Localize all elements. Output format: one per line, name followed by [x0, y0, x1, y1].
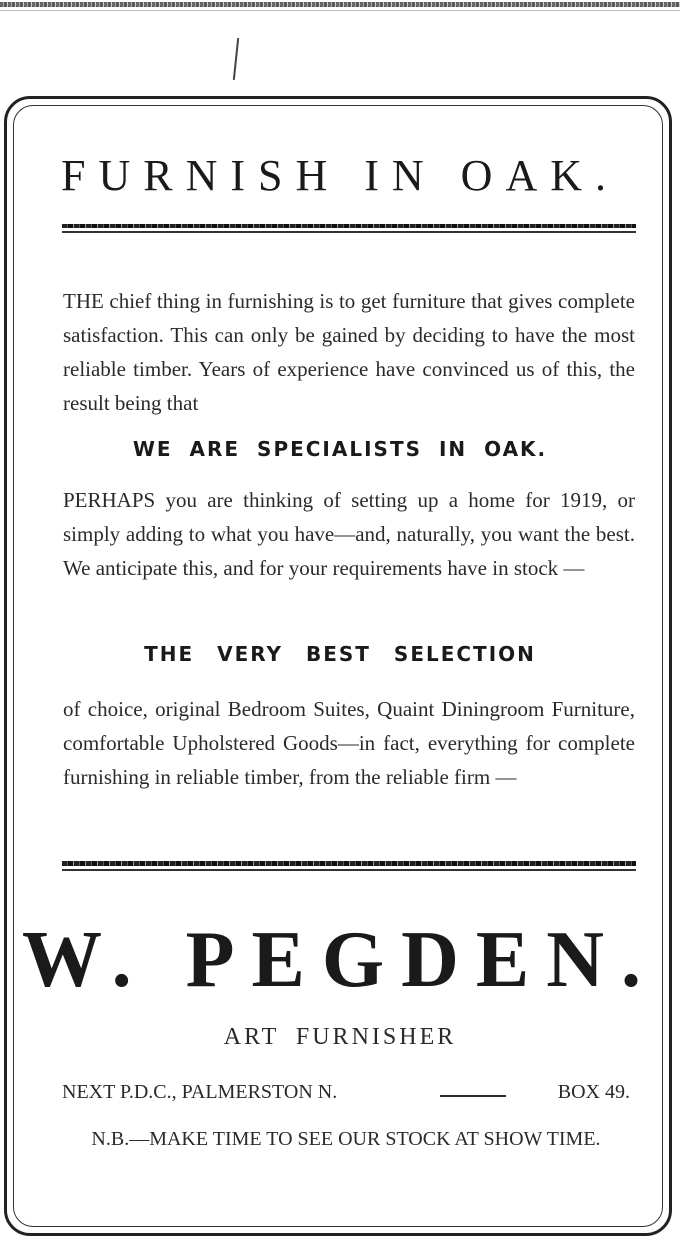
specialists-subheading: WE ARE SPECIALISTS IN OAK. [132, 437, 548, 461]
stray-ink-mark [233, 38, 239, 80]
address-dash [440, 1095, 506, 1097]
headline-divider [62, 224, 636, 233]
firm-name: W. PEGDEN. [21, 916, 658, 1004]
top-border-rule [0, 2, 680, 7]
street-address: NEXT P.D.C., PALMERSTON N. [62, 1081, 338, 1103]
top-thin-rule [0, 10, 680, 11]
advert-headline: FURNISH IN OAK. [60, 151, 620, 200]
firm-role: ART FURNISHER [223, 1024, 457, 1050]
po-box: BOX 49. [557, 1081, 630, 1103]
show-time-note: N.B.—MAKE TIME TO SEE OUR STOCK AT SHOW TIME. [91, 1128, 601, 1150]
intro-paragraph: THE chief thing in furnishing is to get furniture that gives complete satisfaction. This can only be gained by deciding to have the most reliable timber. Years of experience have convinced us of this, the result being that [63, 289, 635, 415]
goods-paragraph: of choice, original Bedroom Suites, Quaint Diningroom Furniture, comfortable Upholstered Goods—in fact, everything for complete furnishing in reliable timber, from the reliable firm — [63, 697, 635, 789]
home-paragraph: PERHAPS you are thinking of setting up a home for 1919, or simply adding to what you have—and, naturally, you want the best. We anticipate this, and for your requirements have in stock — [63, 488, 635, 580]
address-line [62, 1081, 630, 1111]
selection-subheading: THE VERY BEST SELECTION [144, 642, 536, 666]
advert-inner-border [13, 105, 663, 1227]
firm-divider [62, 861, 636, 871]
